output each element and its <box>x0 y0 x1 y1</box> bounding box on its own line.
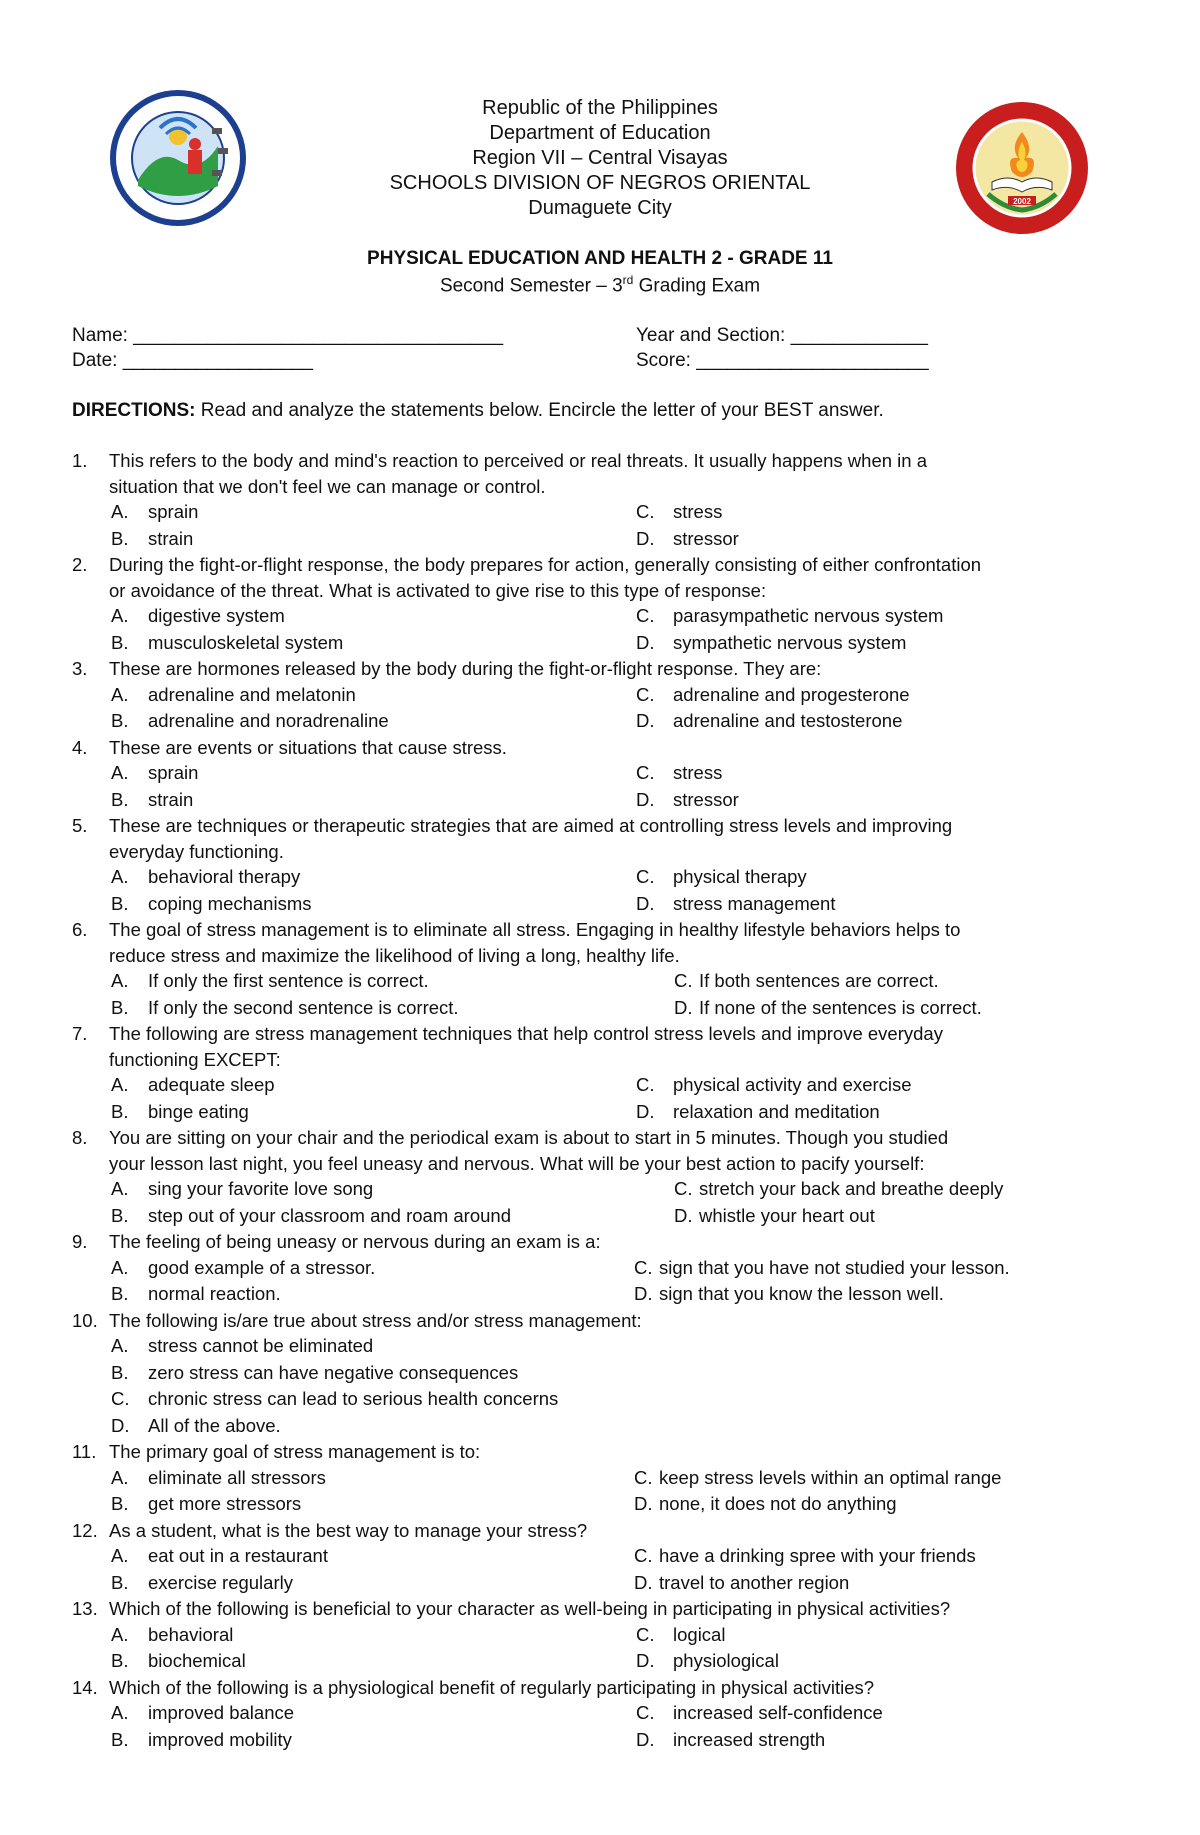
answer-option[interactable] <box>72 1700 636 1727</box>
answer-options <box>72 968 1142 1021</box>
option-text: strain <box>148 788 194 810</box>
question-number: 3. <box>72 658 88 679</box>
option-text: digestive system <box>148 605 285 626</box>
exam-title: PHYSICAL EDUCATION AND HEALTH 2 - GRADE 11 <box>367 248 833 269</box>
date-field[interactable]: Date: __________________ <box>72 350 313 371</box>
option-text: eliminate all stressors <box>148 1466 326 1488</box>
question-text <box>72 1229 1142 1255</box>
option-text: good example of a stressor. <box>148 1256 376 1278</box>
question-item <box>72 552 1142 656</box>
school-seal-logo <box>952 98 1092 238</box>
option-text: get more stressors <box>148 1493 302 1514</box>
answer-option[interactable] <box>72 1203 674 1230</box>
option-text: eat out in a restaurant <box>148 1545 328 1566</box>
question-text <box>72 813 1142 839</box>
option-text: travel to another region <box>659 1571 850 1593</box>
answer-option[interactable] <box>72 630 636 657</box>
option-letter: B. <box>111 1728 129 1750</box>
question-line: Which of the following is a physiological benefit of regularly participating in physical activities? <box>109 1676 875 1698</box>
question-item <box>72 1021 1142 1125</box>
answer-option[interactable] <box>636 1072 1142 1099</box>
option-text: logical <box>673 1623 726 1645</box>
question-number: 11. <box>72 1441 97 1462</box>
answer-option[interactable] <box>636 499 1142 526</box>
question-text <box>72 474 1142 500</box>
answer-options <box>72 499 1142 552</box>
option-text: adequate sleep <box>148 1074 275 1095</box>
answer-option[interactable] <box>72 526 636 553</box>
option-letter: D. <box>634 1283 653 1304</box>
option-letter: C. <box>636 762 655 783</box>
option-letter: B. <box>111 1204 129 1226</box>
answer-option[interactable] <box>72 1622 636 1649</box>
option-letter: C. <box>636 866 655 887</box>
question-item <box>72 813 1142 917</box>
answer-option[interactable] <box>72 1386 1142 1413</box>
question-item <box>72 917 1142 1021</box>
question-item <box>72 656 1142 735</box>
answer-options <box>72 682 1142 735</box>
option-text: biochemical <box>148 1650 246 1671</box>
answer-option[interactable] <box>636 708 1142 735</box>
option-letter: C. <box>111 1388 130 1409</box>
option-text: chronic stress can lead to serious health concerns <box>148 1388 559 1409</box>
question-number: 9. <box>72 1231 88 1252</box>
option-text: binge eating <box>148 1100 249 1122</box>
option-text: step out of your classroom and roam around <box>148 1204 511 1226</box>
question-text <box>72 1021 1142 1047</box>
name-field[interactable]: Name: ___________________________________ <box>72 325 504 346</box>
answer-option[interactable] <box>634 1465 1142 1492</box>
question-number: 6. <box>72 919 88 940</box>
option-letter: A. <box>111 605 129 626</box>
question-number: 7. <box>72 1023 88 1044</box>
option-text: whistle your heart out <box>699 1204 875 1226</box>
option-letter: A. <box>111 683 129 705</box>
option-text: physical activity and exercise <box>673 1074 912 1095</box>
answer-option[interactable] <box>634 1281 1142 1308</box>
question-text <box>72 1308 1142 1334</box>
option-text: increased strength <box>673 1728 826 1750</box>
answer-option[interactable] <box>72 603 636 630</box>
option-letter: A. <box>111 1074 129 1095</box>
option-text: adrenaline and noradrenaline <box>148 710 389 731</box>
question-line: reduce stress and maximize the likelihood of living a long, healthy life. <box>109 944 680 966</box>
question-text <box>72 943 1142 969</box>
answer-option[interactable] <box>72 1543 634 1570</box>
answer-options <box>72 603 1142 656</box>
option-letter: C. <box>634 1466 653 1488</box>
deped-seal-logo <box>108 88 248 228</box>
year-section-field[interactable]: Year and Section: _____________ <box>636 325 928 346</box>
answer-option[interactable] <box>72 1099 636 1126</box>
answer-option[interactable] <box>72 1255 634 1282</box>
option-letter: D. <box>636 1650 655 1671</box>
option-text: physiological <box>673 1650 779 1671</box>
question-line: The goal of stress management is to eliminate all stress. Engaging in healthy lifestyle behaviors helps to <box>109 919 961 940</box>
option-letter: D. <box>111 1414 130 1436</box>
question-text <box>72 656 1142 682</box>
letterhead-line-4: SCHOOLS DIVISION OF NEGROS ORIENTAL <box>389 172 811 194</box>
letterhead-line-3: Region VII – Central Visayas <box>472 147 728 169</box>
question-line: These are events or situations that cause stress. <box>109 736 507 758</box>
option-letter: D. <box>636 788 655 810</box>
question-number: 2. <box>72 554 88 575</box>
answer-option[interactable] <box>72 1465 634 1492</box>
score-field[interactable]: Score: ______________________ <box>636 350 929 371</box>
answer-option[interactable] <box>636 682 1142 709</box>
option-letter: A. <box>111 1335 129 1356</box>
question-line: situation that we don't feel we can manage or control. <box>109 475 546 497</box>
question-number: 5. <box>72 815 88 836</box>
option-text: parasympathetic nervous system <box>673 605 944 626</box>
question-line: functioning EXCEPT: <box>109 1048 281 1070</box>
question-text <box>72 1439 1142 1465</box>
answer-option[interactable] <box>634 1491 1142 1518</box>
option-letter: A. <box>111 501 129 522</box>
option-text: behavioral therapy <box>148 866 301 887</box>
question-text <box>72 1125 1142 1151</box>
question-text <box>72 1047 1142 1073</box>
answer-option[interactable] <box>72 760 636 787</box>
question-item <box>72 735 1142 814</box>
question-number: 13. <box>72 1598 98 1619</box>
answer-options <box>72 1543 1142 1596</box>
option-text: coping mechanisms <box>148 892 312 914</box>
exam-subtitle-post: Grading Exam <box>633 275 761 297</box>
question-number: 8. <box>72 1127 88 1148</box>
question-item <box>72 1439 1142 1518</box>
answer-option[interactable] <box>72 968 674 995</box>
question-line: The following is/are true about stress and/or stress management: <box>109 1309 642 1331</box>
letterhead-line-2: Department of Education <box>489 122 711 144</box>
option-letter: A. <box>111 1545 129 1566</box>
option-text: sign that you know the lesson well. <box>659 1283 944 1304</box>
answer-option[interactable] <box>72 1648 636 1675</box>
exam-subtitle <box>200 273 1000 297</box>
question-line: During the fight-or-flight response, the body prepares for action, generally consisting of either confrontation <box>109 554 982 575</box>
option-text: sprain <box>148 762 199 783</box>
option-text: stress cannot be eliminated <box>148 1335 374 1356</box>
option-letter: A. <box>111 762 129 783</box>
option-text: sign that you have not studied your lesson. <box>659 1256 1010 1278</box>
question-item <box>72 1308 1142 1440</box>
option-letter: C. <box>674 1178 693 1199</box>
answer-option[interactable] <box>636 526 1142 553</box>
question-text <box>72 917 1142 943</box>
option-text: If both sentences are correct. <box>699 970 939 991</box>
option-text: If none of the sentences is correct. <box>699 996 982 1018</box>
option-text: zero stress can have negative consequences <box>148 1361 519 1383</box>
question-item <box>72 1229 1142 1308</box>
option-text: improved balance <box>148 1702 295 1723</box>
answer-options <box>72 864 1142 917</box>
option-letter: C. <box>636 501 655 522</box>
option-text: keep stress levels within an optimal range <box>659 1466 1002 1488</box>
option-letter: B. <box>111 1361 129 1383</box>
option-text: If only the second sentence is correct. <box>148 996 459 1018</box>
question-line: These are hormones released by the body during the fight-or-flight response. They are: <box>109 658 822 679</box>
question-text <box>72 1596 1142 1622</box>
question-item <box>72 1596 1142 1675</box>
answer-option[interactable] <box>636 1700 1142 1727</box>
option-letter: D. <box>636 527 655 549</box>
question-line: This refers to the body and mind's reaction to perceived or real threats. It usually happens when in a <box>109 450 927 471</box>
option-text: physical therapy <box>673 866 807 887</box>
question-text <box>72 552 1142 578</box>
option-text: have a drinking spree with your friends <box>659 1545 976 1566</box>
question-text <box>72 578 1142 604</box>
option-letter: C. <box>636 1702 655 1723</box>
answer-option[interactable] <box>674 968 1142 995</box>
question-number: 4. <box>72 736 88 758</box>
question-item <box>72 448 1142 552</box>
option-text: exercise regularly <box>148 1571 293 1593</box>
question-number: 1. <box>72 450 88 471</box>
option-letter: B. <box>111 996 129 1018</box>
answer-option[interactable] <box>636 630 1142 657</box>
answer-option[interactable] <box>72 1176 674 1203</box>
option-letter: D. <box>636 892 655 914</box>
option-letter: A. <box>111 866 129 887</box>
option-letter: D. <box>636 710 655 731</box>
option-text: sing your favorite love song <box>148 1178 374 1199</box>
question-text <box>72 1518 1142 1544</box>
option-text: stressor <box>673 788 739 810</box>
option-text: none, it does not do anything <box>659 1493 897 1514</box>
answer-options <box>72 1465 1142 1518</box>
answer-option[interactable] <box>72 1570 634 1597</box>
question-text <box>72 448 1142 474</box>
option-letter: A. <box>111 1702 129 1723</box>
question-line: As a student, what is the best way to manage your stress? <box>109 1519 588 1541</box>
option-letter: B. <box>111 710 129 731</box>
student-info-fields <box>72 325 1132 375</box>
option-letter: C. <box>636 1623 655 1645</box>
question-text <box>72 1675 1142 1701</box>
answer-option[interactable] <box>636 1099 1142 1126</box>
option-text: sprain <box>148 501 199 522</box>
letterhead <box>300 96 900 221</box>
question-number: 10. <box>72 1309 98 1331</box>
option-text: musculoskeletal system <box>148 631 344 653</box>
option-letter: A. <box>111 1623 129 1645</box>
answer-option[interactable] <box>72 499 636 526</box>
question-line: The feeling of being uneasy or nervous during an exam is a: <box>109 1231 601 1252</box>
answer-option[interactable] <box>72 708 636 735</box>
directions-label: DIRECTIONS: <box>72 400 196 421</box>
answer-options <box>72 760 1142 813</box>
answer-option[interactable] <box>72 1413 1142 1440</box>
option-letter: B. <box>111 1650 129 1671</box>
question-line: The primary goal of stress management is to: <box>109 1441 481 1462</box>
option-text: If only the first sentence is correct. <box>148 970 429 991</box>
option-letter: A. <box>111 970 129 991</box>
question-text <box>72 735 1142 761</box>
question-text <box>72 839 1142 865</box>
answer-option[interactable] <box>636 787 1142 814</box>
option-letter: B. <box>111 788 129 810</box>
answer-options <box>72 1072 1142 1125</box>
option-text: stressor <box>673 527 739 549</box>
letterhead-line-5: Dumaguete City <box>528 197 672 219</box>
answer-option[interactable] <box>72 1491 634 1518</box>
option-letter: A. <box>111 1466 129 1488</box>
option-text: stress management <box>673 892 836 914</box>
option-text: stress <box>673 501 723 522</box>
option-letter: D. <box>634 1493 653 1514</box>
option-letter: C. <box>634 1545 653 1566</box>
option-text: adrenaline and progesterone <box>673 683 910 705</box>
answer-option[interactable] <box>72 682 636 709</box>
question-line: The following are stress management techniques that help control stress levels and improve everyday <box>109 1023 943 1044</box>
option-text: adrenaline and testosterone <box>673 710 903 731</box>
option-letter: C. <box>636 683 655 705</box>
answer-option[interactable] <box>72 1727 636 1754</box>
question-line: Which of the following is beneficial to your character as well-being in participating in physical activities? <box>109 1598 951 1619</box>
answer-option[interactable] <box>72 891 636 918</box>
option-text: increased self-confidence <box>673 1702 883 1723</box>
option-text: stress <box>673 762 723 783</box>
option-text: relaxation and meditation <box>673 1100 880 1122</box>
option-letter: D. <box>674 1204 693 1226</box>
question-line: your lesson last night, you feel uneasy and nervous. What will be your best action to pacify yourself: <box>109 1152 925 1174</box>
answer-option[interactable] <box>634 1543 1142 1570</box>
answer-option[interactable] <box>674 995 1142 1022</box>
answer-options <box>72 1622 1142 1675</box>
question-list <box>72 448 1142 1753</box>
answer-option[interactable] <box>72 864 636 891</box>
answer-option[interactable] <box>636 603 1142 630</box>
option-letter: C. <box>636 605 655 626</box>
option-letter: B. <box>111 1493 129 1514</box>
answer-options <box>72 1255 1142 1308</box>
answer-option[interactable] <box>72 787 636 814</box>
option-letter: D. <box>636 631 655 653</box>
answer-option[interactable] <box>72 1281 634 1308</box>
option-text: adrenaline and melatonin <box>148 683 356 705</box>
option-letter: D. <box>636 1728 655 1750</box>
exam-subtitle-sup: rd <box>622 273 634 287</box>
question-number: 12. <box>72 1519 98 1541</box>
question-line: or avoidance of the threat. What is activated to give rise to this type of response: <box>109 579 767 601</box>
option-letter: B. <box>111 631 129 653</box>
question-line: These are techniques or therapeutic strategies that are aimed at controlling stress levels and improving <box>109 815 953 836</box>
answer-option[interactable] <box>636 1727 1142 1754</box>
answer-option[interactable] <box>72 1360 1142 1387</box>
question-item <box>72 1675 1142 1754</box>
option-text: behavioral <box>148 1623 234 1645</box>
option-letter: A. <box>111 1256 129 1278</box>
option-letter: B. <box>111 1571 129 1593</box>
svg-text:2002: 2002 <box>1013 197 1031 206</box>
question-item <box>72 1518 1142 1597</box>
question-number: 14. <box>72 1676 98 1698</box>
option-letter: C. <box>634 1256 653 1278</box>
answer-option[interactable] <box>674 1176 1142 1203</box>
answer-option[interactable] <box>634 1570 1142 1597</box>
answer-option[interactable] <box>636 760 1142 787</box>
answer-options <box>72 1700 1142 1753</box>
option-text: normal reaction. <box>148 1283 281 1304</box>
letterhead-line-1: Republic of the Philippines <box>482 97 718 119</box>
option-letter: C. <box>674 970 693 991</box>
answer-option[interactable] <box>72 995 674 1022</box>
option-text: stretch your back and breathe deeply <box>699 1178 1004 1199</box>
answer-option[interactable] <box>636 891 1142 918</box>
directions <box>72 400 884 422</box>
answer-option[interactable] <box>634 1255 1142 1282</box>
answer-options <box>72 1176 1142 1229</box>
option-letter: B. <box>111 1283 129 1304</box>
answer-options <box>72 1333 1142 1439</box>
option-letter: D. <box>674 996 693 1018</box>
answer-option[interactable] <box>72 1333 1142 1360</box>
question-text <box>72 1151 1142 1177</box>
exam-subtitle-pre: Second Semester – 3 <box>439 275 623 297</box>
answer-option[interactable] <box>636 1648 1142 1675</box>
option-text: All of the above. <box>148 1414 281 1436</box>
question-line: You are sitting on your chair and the periodical exam is about to start in 5 minutes. Though you studied <box>109 1127 949 1148</box>
option-letter: A. <box>111 1178 129 1199</box>
answer-option[interactable] <box>636 1622 1142 1649</box>
answer-option[interactable] <box>72 1072 636 1099</box>
answer-option[interactable] <box>674 1203 1142 1230</box>
directions-text: Read and analyze the statements below. Encircle the letter of your BEST answer. <box>195 400 884 421</box>
option-text: improved mobility <box>148 1728 292 1750</box>
option-letter: D. <box>636 1100 655 1122</box>
option-letter: D. <box>634 1571 653 1593</box>
option-letter: B. <box>111 527 129 549</box>
option-letter: C. <box>636 1074 655 1095</box>
question-item <box>72 1125 1142 1229</box>
option-text: strain <box>148 527 194 549</box>
option-letter: B. <box>111 892 129 914</box>
question-line: everyday functioning. <box>109 840 284 862</box>
option-text: sympathetic nervous system <box>673 631 907 653</box>
answer-option[interactable] <box>636 864 1142 891</box>
option-letter: B. <box>111 1100 129 1122</box>
